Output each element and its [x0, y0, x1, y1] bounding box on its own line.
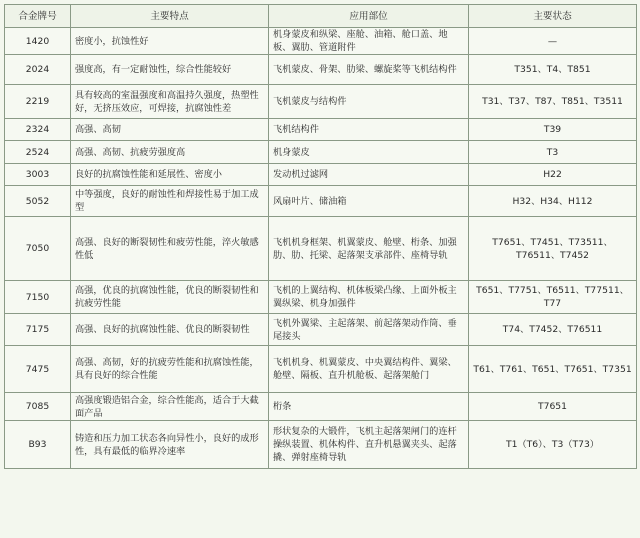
table-row — [5, 55, 637, 85]
cell-temper: T61、T761、T651、T7651、T7351 — [469, 346, 637, 393]
cell-applications: 飞机机身、机翼蒙皮、中央翼结构件、翼梁、舱壁、隔板、直升机舱板、起落架舱门 — [269, 346, 469, 393]
cell-features: 中等强度，良好的耐蚀性和焊接性易于加工成型 — [71, 186, 269, 217]
cell-grade: 7150 — [5, 281, 71, 314]
cell-grade: 2024 — [5, 55, 71, 85]
cell-features: 高强、良好的抗腐蚀性能、优良的断裂韧性 — [71, 314, 269, 346]
cell-temper: H22 — [469, 164, 637, 186]
cell-grade: 2524 — [5, 141, 71, 164]
cell-temper: T74、T7452、T76511 — [469, 314, 637, 346]
table-row — [5, 85, 637, 119]
cell-applications: 形状复杂的大锻件，飞机主起落架闸门的连杆操纵装置、机体构件、直升机悬翼夹头、起落撬、弹射座椅导轨 — [269, 421, 469, 469]
cell-grade: 7085 — [5, 393, 71, 421]
cell-grade: 5052 — [5, 186, 71, 217]
cell-features: 密度小，抗蚀性好 — [71, 28, 269, 55]
cell-temper: T31、T37、T87、T851、T3511 — [469, 85, 637, 119]
cell-applications: 风扇叶片、储油箱 — [269, 186, 469, 217]
cell-features: 强度高，有一定耐蚀性，综合性能较好 — [71, 55, 269, 85]
cell-features: 高强，优良的抗腐蚀性能，优良的断裂韧性和抗疲劳性能 — [71, 281, 269, 314]
cell-features: 高强、高韧，好的抗疲劳性能和抗腐蚀性能，具有良好的综合性能 — [71, 346, 269, 393]
cell-applications: 飞机结构件 — [269, 119, 469, 141]
cell-applications: 飞机蒙皮与结构件 — [269, 85, 469, 119]
cell-features: 具有较高的室温强度和高温持久强度，热塑性好，无挤压效应，可焊接，抗腐蚀性差 — [71, 85, 269, 119]
table-row — [5, 314, 637, 346]
cell-temper: T651、T7751、T6511、T77511、T77 — [469, 281, 637, 314]
table-row — [5, 186, 637, 217]
header-applications: 应用部位 — [269, 5, 469, 28]
cell-applications: 飞机外翼梁、主起落架、前起落架动作筒、垂尾接头 — [269, 314, 469, 346]
cell-features: 高强度锻造铝合金，综合性能高，适合于大截面产品 — [71, 393, 269, 421]
cell-applications: 机身蒙皮和纵梁、座舱、油箱、舱口盖、地板、翼肋、管道附件 — [269, 28, 469, 55]
cell-applications: 发动机过滤网 — [269, 164, 469, 186]
table-row — [5, 141, 637, 164]
cell-grade: 7475 — [5, 346, 71, 393]
cell-temper: — — [469, 28, 637, 55]
table-row — [5, 393, 637, 421]
cell-applications: 飞机机身框架、机翼蒙皮、舱壁、桁条、加强肋、肋、托梁、起落架支承部件、座椅导轨 — [269, 217, 469, 281]
cell-temper: T351、T4、T851 — [469, 55, 637, 85]
cell-temper: T3 — [469, 141, 637, 164]
table-body — [5, 28, 637, 469]
cell-features: 铸造和压力加工状态各向异性小，良好的成形性，具有最低的临界冷速率 — [71, 421, 269, 469]
header-grade: 合金牌号 — [5, 5, 71, 28]
table-row — [5, 164, 637, 186]
cell-temper: T1（T6）、T3（T73） — [469, 421, 637, 469]
header-features: 主要特点 — [71, 5, 269, 28]
cell-grade: 7050 — [5, 217, 71, 281]
table-row — [5, 281, 637, 314]
cell-features: 高强、高韧 — [71, 119, 269, 141]
cell-temper: T39 — [469, 119, 637, 141]
cell-applications: 机身蒙皮 — [269, 141, 469, 164]
cell-grade: 2324 — [5, 119, 71, 141]
cell-temper: T7651、T7451、T73511、T76511、T7452 — [469, 217, 637, 281]
alloy-table — [4, 4, 637, 469]
table-row — [5, 28, 637, 55]
cell-features: 高强、高韧、抗疲劳强度高 — [71, 141, 269, 164]
cell-grade: 2219 — [5, 85, 71, 119]
cell-temper: H32、H34、H112 — [469, 186, 637, 217]
header-temper: 主要状态 — [469, 5, 637, 28]
cell-applications: 飞机的上翼结构、机体板梁凸缘、上面外板主翼纵梁、机身加强件 — [269, 281, 469, 314]
cell-grade: 1420 — [5, 28, 71, 55]
cell-grade: B93 — [5, 421, 71, 469]
table-row — [5, 346, 637, 393]
cell-applications: 飞机蒙皮、骨架、肋梁、螺旋桨等飞机结构件 — [269, 55, 469, 85]
cell-temper: T7651 — [469, 393, 637, 421]
cell-grade: 7175 — [5, 314, 71, 346]
cell-features: 高强、良好的断裂韧性和疲劳性能，淬火敏感性低 — [71, 217, 269, 281]
cell-features: 良好的抗腐蚀性能和延展性、密度小 — [71, 164, 269, 186]
table-row — [5, 421, 637, 469]
header-row — [5, 5, 637, 28]
table-row — [5, 217, 637, 281]
cell-applications: 桁条 — [269, 393, 469, 421]
table-row — [5, 119, 637, 141]
cell-grade: 3003 — [5, 164, 71, 186]
